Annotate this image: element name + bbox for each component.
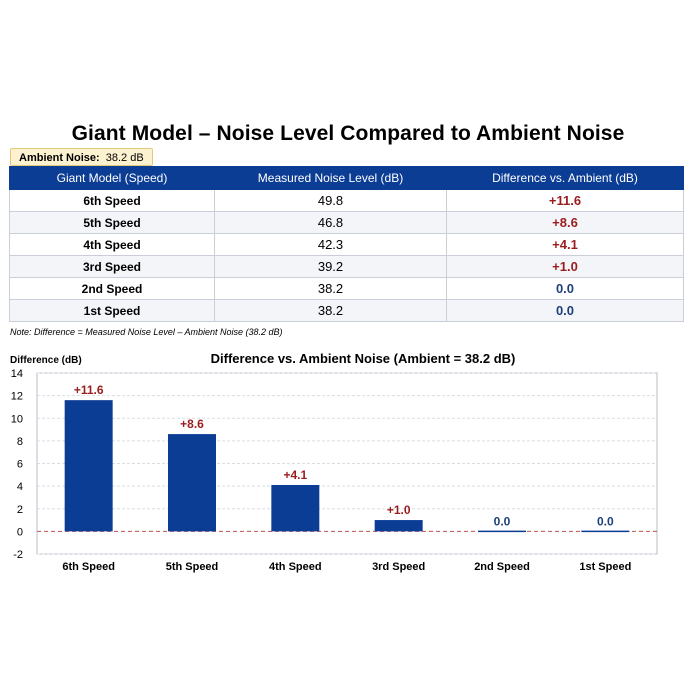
- column-header-speed: Giant Model (Speed): [10, 167, 215, 190]
- x-category-label: 5th Speed: [165, 561, 219, 573]
- speed-cell: 1st Speed: [10, 300, 215, 322]
- noise-table: [9, 166, 684, 322]
- column-header-difference: Difference vs. Ambient (dB): [447, 167, 684, 190]
- difference-cell: +11.6: [447, 190, 684, 212]
- difference-cell: +4.1: [447, 234, 684, 256]
- bar: [375, 520, 423, 531]
- difference-cell: +8.6: [447, 212, 684, 234]
- measured-cell: 39.2: [215, 256, 447, 278]
- column-header-measured: Measured Noise Level (dB): [215, 167, 447, 190]
- bar-value-label: +4.1: [283, 467, 308, 482]
- bar: [271, 485, 319, 531]
- table-row: [10, 278, 684, 300]
- formula-note: Note: Difference = Measured Noise Level – Ambient Noise (38.2 dB): [10, 327, 283, 337]
- y-tick-label: 14: [10, 368, 23, 380]
- x-category-label: 4th Speed: [269, 561, 322, 573]
- ambient-noise-badge: [10, 148, 153, 166]
- bar-value-label: 0.0: [596, 514, 614, 529]
- measured-cell: 49.8: [215, 190, 447, 212]
- speed-cell: 5th Speed: [10, 212, 215, 234]
- speed-cell: 4th Speed: [10, 234, 215, 256]
- y-tick-label: -2: [13, 549, 23, 561]
- table-row: [10, 300, 684, 322]
- x-category-label: 3rd Speed: [372, 561, 426, 573]
- measured-cell: 46.8: [215, 212, 447, 234]
- bar: [65, 400, 113, 531]
- table-row: [10, 256, 684, 278]
- y-tick-label: 2: [16, 503, 23, 516]
- bar-value-label: +8.6: [180, 417, 204, 432]
- table-row: [10, 212, 684, 234]
- y-axis-label: Difference (dB): [10, 355, 82, 366]
- y-tick-label: 0: [16, 526, 23, 539]
- page-title: Giant Model – Noise Level Compared to Ambient Noise: [71, 122, 625, 145]
- difference-cell: +1.0: [447, 256, 684, 278]
- bar-value-label: 0.0: [493, 514, 511, 529]
- y-tick-label: 6: [16, 458, 23, 471]
- ambient-noise-value: 38.2 dB: [105, 152, 144, 164]
- speed-cell: 6th Speed: [10, 190, 215, 212]
- measured-cell: 42.3: [215, 234, 447, 256]
- y-tick-label: 8: [16, 435, 23, 448]
- difference-cell: 0.0: [447, 278, 684, 300]
- x-category-label: 6th Speed: [62, 561, 115, 573]
- chart-title: Difference vs. Ambient Noise (Ambient = 38.2 dB): [210, 351, 516, 366]
- measured-cell: 38.2: [215, 300, 447, 322]
- bar: [168, 434, 216, 531]
- table-header-row: [10, 167, 684, 190]
- speed-cell: 3rd Speed: [10, 256, 215, 278]
- ambient-noise-label: Ambient Noise:: [19, 152, 100, 164]
- table-row: [10, 234, 684, 256]
- x-category-label: 2nd Speed: [474, 561, 530, 573]
- bar-value-label: +1.0: [386, 503, 411, 518]
- difference-bar-chart: [0, 345, 696, 585]
- bar-value-label: +11.6: [73, 383, 104, 398]
- table-row: [10, 190, 684, 212]
- y-tick-label: 10: [10, 413, 23, 426]
- x-category-label: 1st Speed: [579, 561, 632, 573]
- speed-cell: 2nd Speed: [10, 278, 215, 300]
- difference-cell: 0.0: [447, 300, 684, 322]
- measured-cell: 38.2: [215, 278, 447, 300]
- y-tick-label: 4: [16, 481, 23, 494]
- y-tick-label: 12: [10, 390, 23, 403]
